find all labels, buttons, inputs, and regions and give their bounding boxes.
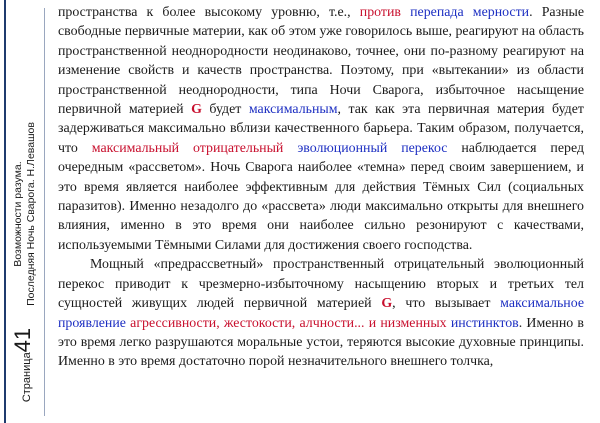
text-run: наблюдается перед очередным «рассветом». Ночь Сварога наиболее «темна» перед своим завершением, и это время является наиболее эффективным для действия Тёмных Сил (социальных паразитов). Именно незадолго до «рассвета» люди максимально открыты для внешнего влияния, именно в это время они наиболее сильно резонируют с качествами, используемыми Тёмными Силами для достижения своего господства. [58, 140, 585, 253]
highlight-blue: максимальным [248, 102, 338, 118]
text-run: . Именно в это время легко разрушаются моральные устои, теряются высокие духовные принципы. Именно в это время достаточно порой незначительного внешнего толчка, [58, 315, 584, 370]
paragraph-1 [58, 3, 584, 255]
page-body [58, 3, 584, 372]
text-run: , что вызывает [392, 296, 491, 312]
page-number-value: 41 [10, 327, 35, 353]
highlight-blue: максимальное проявление [58, 296, 584, 331]
highlight-red-bold: G [381, 296, 393, 312]
highlight-red: максимальный отрицательный [91, 140, 284, 156]
text-run: пространства к более высокому уровню, т.е., [58, 5, 351, 20]
text-run: Мощный «предрассветный» пространственный отрицательный эволюционный перекос приводит к чрезмерно-избыточному насыщению вторых и третьих тел сущностей живущих людей первичной материей [58, 257, 584, 312]
text-run: , так как эта первичная материя будет задерживаться максимально вблизи качественного барьера. Таким образом, получается, что [58, 102, 584, 156]
page-number-label: Страница [21, 352, 33, 403]
running-header-title: Возможности разума. [12, 161, 24, 267]
paragraph-2 [58, 255, 584, 371]
highlight-blue: инстинктов [450, 315, 519, 331]
highlight-red: против [359, 5, 401, 20]
text-run: будет [209, 102, 242, 118]
running-header [12, 122, 38, 306]
highlight-red: агрессивности, жестокости, алчности... и низменных [130, 315, 447, 331]
text-run: . Разные свободные первичные материи, как об этом уже говорилось выше, реагируют на область пространственной неоднородности неодинаково, точнее, они по-разному реагируют на изменение свойств и качеств пространства. Поэтому, при «вытекании» из области пространственной неоднородности, типа Ночи Сварога, избыточное насыщение первичной материей [58, 5, 585, 118]
highlight-blue: перепада мерности [410, 5, 530, 20]
page-number [10, 328, 36, 402]
margin-divider [44, 8, 45, 416]
highlight-red-bold: G [191, 102, 202, 118]
highlight-blue: эволюционный перекос [297, 140, 448, 156]
running-header-subtitle: Последняя Ночь Сварога. Н.Левашов [25, 122, 37, 306]
